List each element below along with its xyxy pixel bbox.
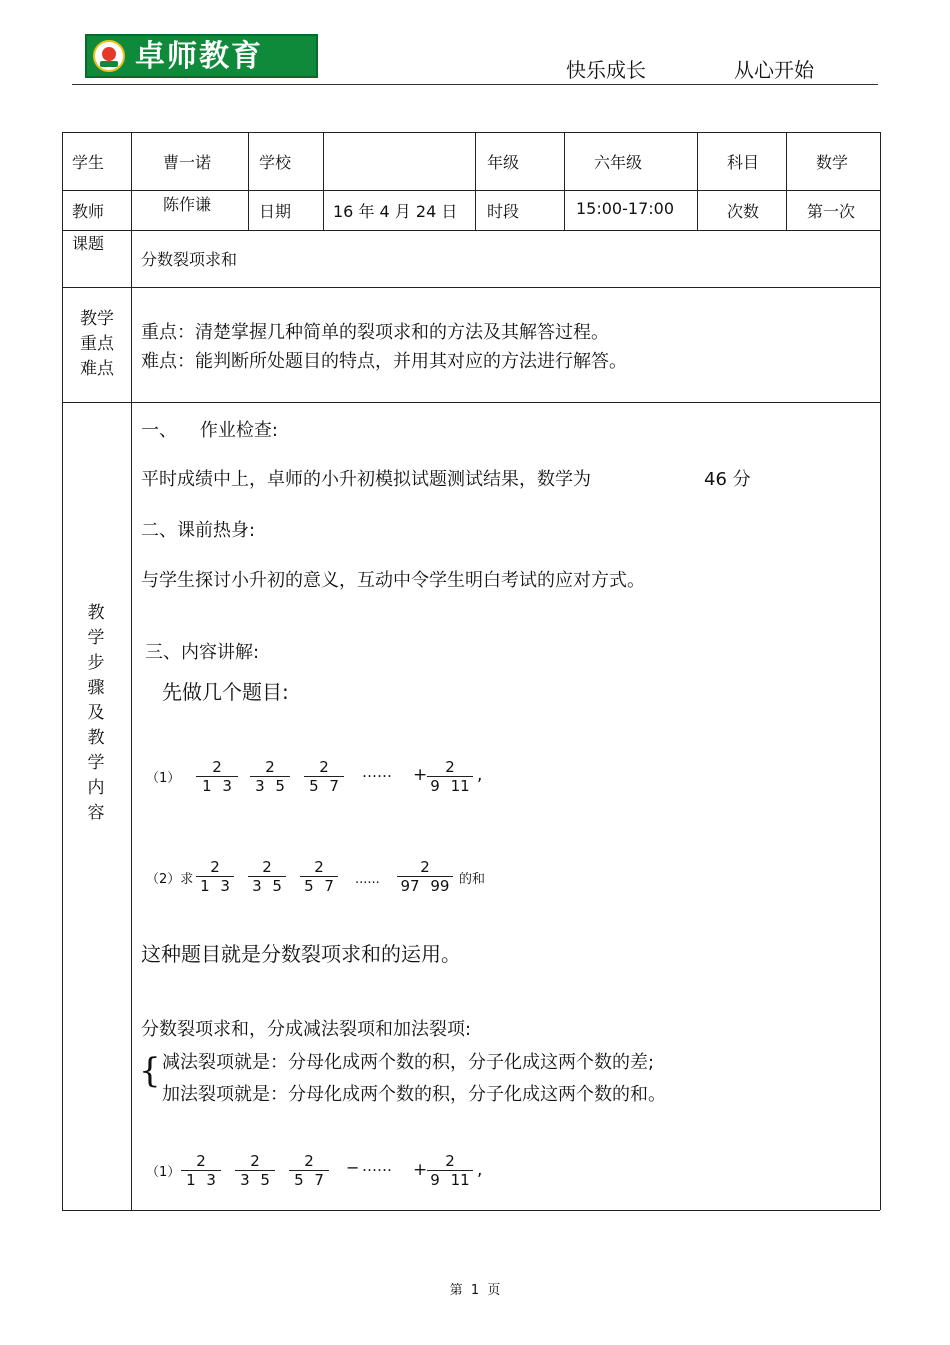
period-value: 15:00-17:00 xyxy=(576,199,674,218)
slogan-left: 快乐成长 xyxy=(566,58,646,82)
steps-label-char: 教 xyxy=(87,728,105,748)
section-1-text: 平时成绩中上，卓师的小升初模拟试题测试结果，数学为 xyxy=(141,469,591,490)
fraction xyxy=(250,758,290,795)
steps-label-char: 学 xyxy=(87,753,105,773)
page-number: 第 1 页 xyxy=(449,1283,501,1298)
ellipsis: …… xyxy=(362,1157,392,1175)
fraction-numerator: 2 xyxy=(196,1152,206,1170)
steps-label-char: 教 xyxy=(87,603,105,623)
grid-col-3 xyxy=(323,132,324,230)
fraction-numerator: 2 xyxy=(212,758,222,776)
difficulty: 难点：能判断所处题目的特点，并用其对应的方法进行解答。 xyxy=(141,351,627,372)
grid-line-row1 xyxy=(62,190,880,191)
teacher-name: 陈作谦 xyxy=(163,195,212,214)
focus-label xyxy=(80,307,114,382)
date-label: 日期 xyxy=(259,202,292,221)
fraction-denominator: 3 5 xyxy=(240,1171,270,1189)
section-1-score: 46 分 xyxy=(704,469,751,490)
topic-value: 分数裂项求和 xyxy=(141,250,238,269)
fraction-denominator: 1 3 xyxy=(186,1171,216,1189)
plus-sign: + xyxy=(413,765,428,785)
subtraction-rule: 减法裂项就是：分母化成两个数的积，分子化成这两个数的差; xyxy=(162,1052,655,1073)
fraction xyxy=(248,858,286,895)
topic-label: 课题 xyxy=(72,234,105,253)
fraction-denominator: 3 5 xyxy=(252,877,282,895)
slogan-right: 从心开始 xyxy=(734,58,814,82)
fraction xyxy=(300,858,338,895)
fraction-numerator: 2 xyxy=(420,858,430,876)
fraction xyxy=(289,1152,329,1189)
grid-col-right xyxy=(880,132,881,1210)
minus-sign: − xyxy=(346,1158,360,1177)
grid-line-top xyxy=(62,132,880,133)
student-label: 学生 xyxy=(72,153,105,172)
addition-rule: 加法裂项就是：分母化成两个数的积，分子化成这两个数的和。 xyxy=(162,1084,666,1105)
key-point: 重点：清楚掌握几种简单的裂项求和的方法及其解答过程。 xyxy=(141,322,609,343)
fraction-denominator: 97 99 xyxy=(400,877,450,895)
fraction-denominator: 9 11 xyxy=(430,777,470,795)
section-3-title: 三、内容讲解: xyxy=(145,642,260,663)
grid-col-6 xyxy=(697,132,698,230)
fraction-numerator: 2 xyxy=(314,858,324,876)
steps-label-char: 内 xyxy=(87,778,105,798)
fraction-denominator: 3 5 xyxy=(255,777,285,795)
fraction-numerator: 2 xyxy=(304,1152,314,1170)
steps-label-char: 学 xyxy=(87,628,105,648)
steps-label xyxy=(81,601,111,826)
fraction xyxy=(196,858,234,895)
grid-col-5 xyxy=(564,132,565,230)
brand-name: 卓师教育 xyxy=(135,39,263,74)
grid-line-row4 xyxy=(62,402,880,403)
fraction-numerator: 2 xyxy=(262,858,272,876)
grade-label: 年级 xyxy=(487,153,520,172)
problem-1-label: （1） xyxy=(146,771,181,786)
section-3-intro: 先做几个题目: xyxy=(162,680,289,704)
fraction xyxy=(304,758,344,795)
logo-emblem-base xyxy=(100,61,118,67)
fraction-denominator: 5 7 xyxy=(309,777,339,795)
section-2-text: 与学生探讨小升初的意义，互动中令学生明白考试的应对方式。 xyxy=(141,570,645,591)
fraction xyxy=(427,1152,473,1189)
comma: , xyxy=(477,1160,483,1180)
ellipsis: …… xyxy=(362,763,392,781)
problem-2-label: （2）求 xyxy=(146,872,194,887)
brand-logo xyxy=(85,34,318,78)
steps-label-char: 及 xyxy=(87,703,105,723)
fraction-numerator: 2 xyxy=(445,758,455,776)
comma: , xyxy=(477,765,483,785)
fraction xyxy=(427,758,473,795)
grid-line-bottom xyxy=(62,1210,880,1211)
count-label: 次数 xyxy=(727,202,760,221)
logo-emblem-center xyxy=(102,47,116,61)
grid-col-7 xyxy=(786,132,787,230)
focus-label-line: 重点 xyxy=(80,334,114,354)
fraction xyxy=(235,1152,275,1189)
focus-label-line: 教学 xyxy=(80,309,114,329)
date-value: 16 年 4 月 24 日 xyxy=(333,202,458,221)
split-intro: 分数裂项求和，分成减法裂项和加法裂项: xyxy=(141,1019,472,1040)
fraction-denominator: 1 3 xyxy=(202,777,232,795)
section-2-title: 二、课前热身: xyxy=(141,520,256,541)
fraction-numerator: 2 xyxy=(210,858,220,876)
curly-brace: { xyxy=(139,1051,161,1091)
grid-line-row2 xyxy=(62,230,880,231)
period-label: 时段 xyxy=(487,202,520,221)
count-value: 第一次 xyxy=(807,202,856,221)
grid-line-row3 xyxy=(62,287,880,288)
fraction-denominator: 9 11 xyxy=(430,1171,470,1189)
summary-text: 这种题目就是分数裂项求和的运用。 xyxy=(141,942,461,966)
subject-label: 科目 xyxy=(727,153,760,172)
fraction xyxy=(181,1152,221,1189)
steps-label-char: 容 xyxy=(87,803,105,823)
header-divider xyxy=(72,84,878,85)
fraction-denominator: 5 7 xyxy=(304,877,334,895)
plus-sign: + xyxy=(413,1160,428,1180)
grid-col-left xyxy=(62,132,63,1210)
grade-value: 六年级 xyxy=(594,153,643,172)
fraction xyxy=(397,858,453,895)
fraction-denominator: 5 7 xyxy=(294,1171,324,1189)
suffix-text: 的和 xyxy=(459,872,486,887)
fraction-numerator: 2 xyxy=(319,758,329,776)
subject-value: 数学 xyxy=(816,153,849,172)
steps-label-char: 步 xyxy=(87,653,105,673)
fraction-denominator: 1 3 xyxy=(200,877,230,895)
grid-col-2 xyxy=(248,132,249,230)
fraction-numerator: 2 xyxy=(250,1152,260,1170)
grid-col-4 xyxy=(475,132,476,230)
grid-col-1 xyxy=(131,132,132,1210)
teacher-label: 教师 xyxy=(72,202,105,221)
problem-3-label: （1） xyxy=(146,1165,181,1180)
fraction xyxy=(196,758,238,795)
ellipsis: ...... xyxy=(355,872,380,887)
fraction-numerator: 2 xyxy=(445,1152,455,1170)
focus-label-line: 难点 xyxy=(80,359,114,379)
fraction-numerator: 2 xyxy=(265,758,275,776)
steps-label-char: 骤 xyxy=(87,678,105,698)
school-label: 学校 xyxy=(259,153,292,172)
section-1-title: 一、 作业检查: xyxy=(141,420,278,441)
logo-emblem-icon xyxy=(93,40,125,72)
student-name: 曹一诺 xyxy=(163,153,212,172)
